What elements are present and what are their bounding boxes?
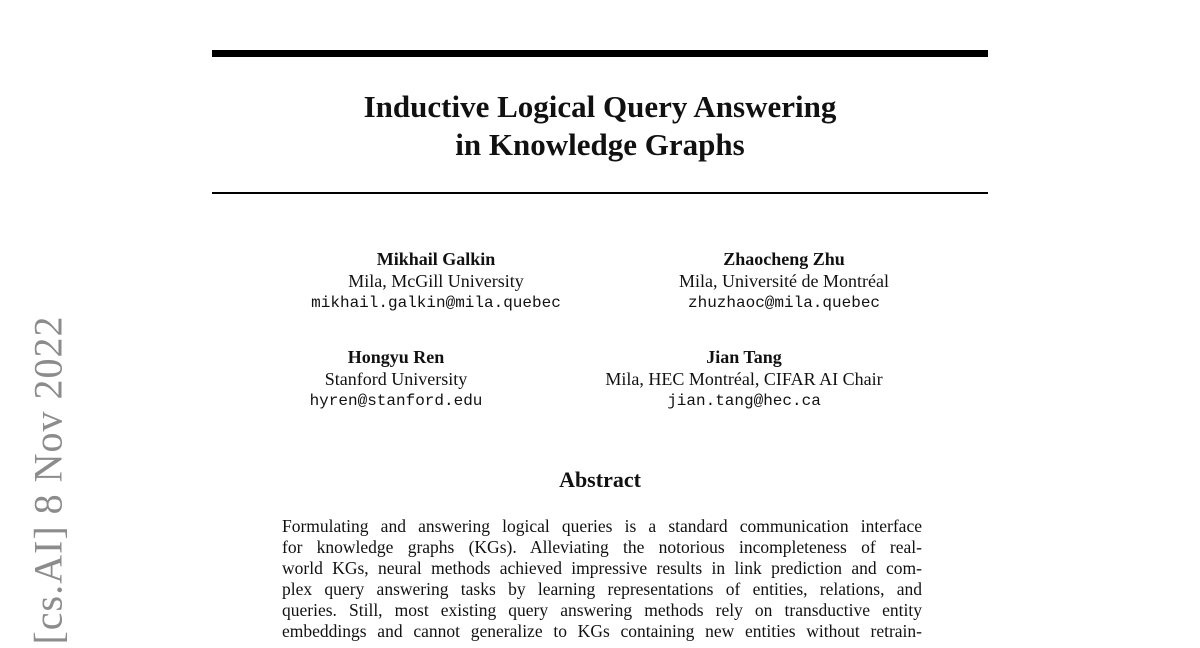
title-line-2: in Knowledge Graphs (455, 127, 745, 162)
bottom-rule (212, 192, 988, 194)
author-block (246, 346, 546, 412)
paper-title (212, 88, 988, 164)
abstract-body (282, 516, 922, 642)
title-line-1: Inductive Logical Query Answering (363, 89, 837, 124)
arxiv-stamp: [cs.AI] 8 Nov 2022 (25, 315, 71, 645)
abstract-line: plex query answering tasks by learning representations of entities, relations, and (282, 579, 922, 599)
author-affiliation: Stanford University (324, 369, 468, 389)
author-name: Jian Tang (706, 347, 782, 367)
abstract-line: world KGs, neural methods achieved impressive results in link prediction and com- (282, 558, 922, 578)
author-name: Mikhail Galkin (376, 249, 496, 269)
author-affiliation: Mila, HEC Montréal, CIFAR AI Chair (605, 369, 883, 389)
author-affiliation: Mila, McGill University (348, 271, 524, 291)
top-rule (212, 50, 988, 57)
author-affiliation: Mila, Université de Montréal (679, 271, 889, 291)
author-email: hyren@stanford.edu (309, 392, 483, 410)
abstract-heading: Abstract (559, 467, 641, 492)
abstract-line: queries. Still, most existing query answering methods rely on transductive entity (282, 600, 922, 620)
abstract-line: Formulating and answering logical queries is a standard communication interface (282, 516, 922, 536)
abstract-line: embeddings and cannot generalize to KGs containing new entities without retrain- (282, 621, 922, 641)
author-block (584, 346, 904, 412)
author-block (286, 248, 586, 314)
author-email: mikhail.galkin@mila.quebec (311, 294, 561, 312)
author-block (634, 248, 934, 314)
author-email: jian.tang@hec.ca (667, 392, 821, 410)
author-name: Zhaocheng Zhu (723, 249, 845, 269)
author-email: zhuzhaoc@mila.quebec (687, 294, 881, 312)
abstract-line: for knowledge graphs (KGs). Alleviating the notorious incompleteness of real- (282, 537, 922, 557)
author-name: Hongyu Ren (347, 347, 445, 367)
